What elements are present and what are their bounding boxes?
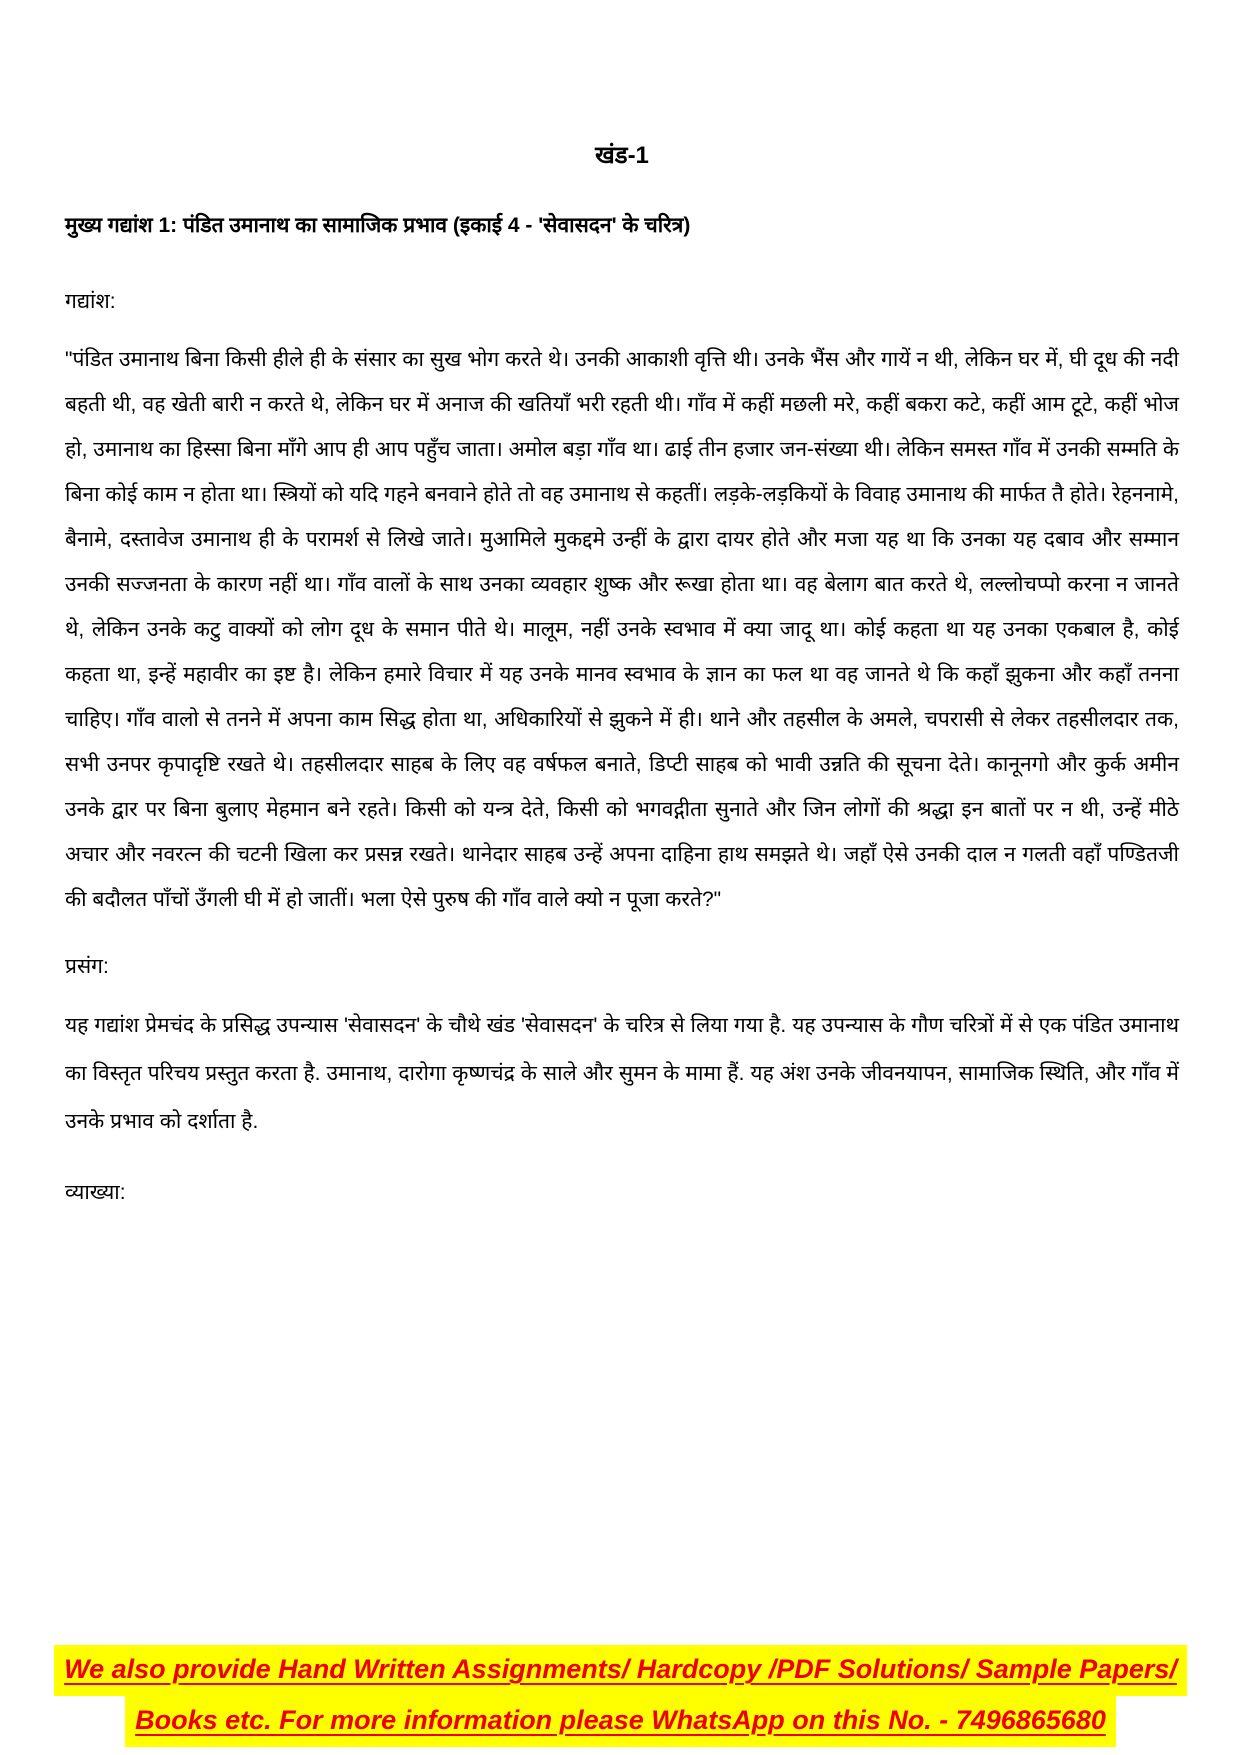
- promo-footer: [0, 1645, 1241, 1747]
- explanation-label: व्याख्या:: [65, 1181, 126, 1204]
- promo-footer-line2: Books etc. For more information please WhatsApp on this No. - 7496865680: [0, 1696, 1241, 1747]
- context-text: यह गद्यांश प्रेमचंद के प्रसिद्ध उपन्यास 'सेवासदन' के चौथे खंड 'सेवासदन' के चरित्र से लिया गया है. यह उपन्यास के गौण चरित्रों में से एक पंडित उमानाथ का विस्तृत परिचय प्रस्तुत करता है. उमानाथ, दारोगा कृष्णचंद्र के साले और सुमन के मामा हैं. यह अंश उनके जीवनयापन, सामाजिक स्थिति, और गाँव में उनके प्रभाव को दर्शाता है.: [65, 1014, 1179, 1133]
- section-title: खंड-1: [595, 142, 649, 169]
- context-label: प्रसंग:: [65, 955, 109, 978]
- passage-heading: मुख्य गद्यांश 1: पंडित उमानाथ का सामाजिक प्रभाव (इकाई 4 - 'सेवासदन' के चरित्र): [65, 214, 691, 237]
- passage-label: गद्यांश:: [65, 290, 116, 313]
- passage-text: "पंडित उमानाथ बिना किसी हीले ही के संसार का सुख भोग करते थे। उनकी आकाशी वृत्ति थी। उनके भैंस और गायें न थी, लेकिन घर में, घी दूध की नदी बहती थी, वह खेती बारी न करते थे, लेकिन घर में अनाज की खतियाँ भरी रहती थी। गाँव में कहीं मछली मरे, कहीं बकरा कटे, कहीं आम टूटे, कहीं भोज हो, उमानाथ का हिस्सा बिना माँगे आप ही आप पहुँच जाता। अमोल बड़ा गाँव था। ढाई तीन हजार जन-संख्या थी। लेकिन समस्त गाँव में उनकी सम्मति के बिना कोई काम न होता था। स्त्रियों को यदि गहने बनवाने होते तो वह उमानाथ से कहतीं। लड़के-लड़कियों के विवाह उमानाथ की मार्फत तै होते। रेहननामे, बैनामे, दस्तावेज उमानाथ ही के परामर्श से लिखे जाते। मुआमिले मुकद्दमे उन्हीं के द्वारा दायर होते और मजा यह था कि उनका यह दबाव और सम्मान उनकी सज्जनता के कारण नहीं था। गाँव वालों के साथ उनका व्यवहार शुष्क और रूखा होता था। वह बेलाग बात करते थे, लल्लोचप्पो करना न जानते थे, लेकिन उनके कटु वाक्यों को लोग दूध के समान पीते थे। मालूम, नहीं उनके स्वभाव में क्या जादू था। कोई कहता था यह उनका एकबाल है, कोई कहता था, इन्हें महावीर का इष्ट है। लेकिन हमारे विचार में यह उनके मानव स्वभाव के ज्ञान का फल था वह जानते थे कि कहाँ झुकना और कहाँ तनना चाहिए। गाँव वालो से तनने में अपना काम सिद्ध होता था, अधिकारियों से झुकने में ही। थाने और तहसील के अमले, चपरासी से लेकर तहसीलदार तक, सभी उनपर कृपादृष्टि रखते थे। तहसीलदार साहब के लिए वह वर्षफल बनाते, डिप्टी साहब को भावी उन्नति की सूचना देते। कानूनगो और कुर्क अमीन उनके द्वार पर बिना बुलाए मेहमान बने रहते। किसी को यन्त्र देते, किसी को भगवद्गीता सुनाते और जिन लोगों की श्रद्धा इन बातों पर न थी, उन्हें मीठे अचार और नवरत्न की चटनी खिला कर प्रसन्न रखते। थानेदार साहब उन्हें अपना दाहिना हाथ समझते थे। जहाँ ऐसे उनकी दाल न गलती वहाँ पण्डितजी की बदौलत पाँचों उँगली घी में हो जातीं। भला ऐसे पुरुष की गाँव वाले क्यो न पूजा करते?": [65, 348, 1179, 911]
- promo-footer-line1: We also provide Hand Written Assignments/ Hardcopy /PDF Solutions/ Sample Papers/: [0, 1645, 1241, 1696]
